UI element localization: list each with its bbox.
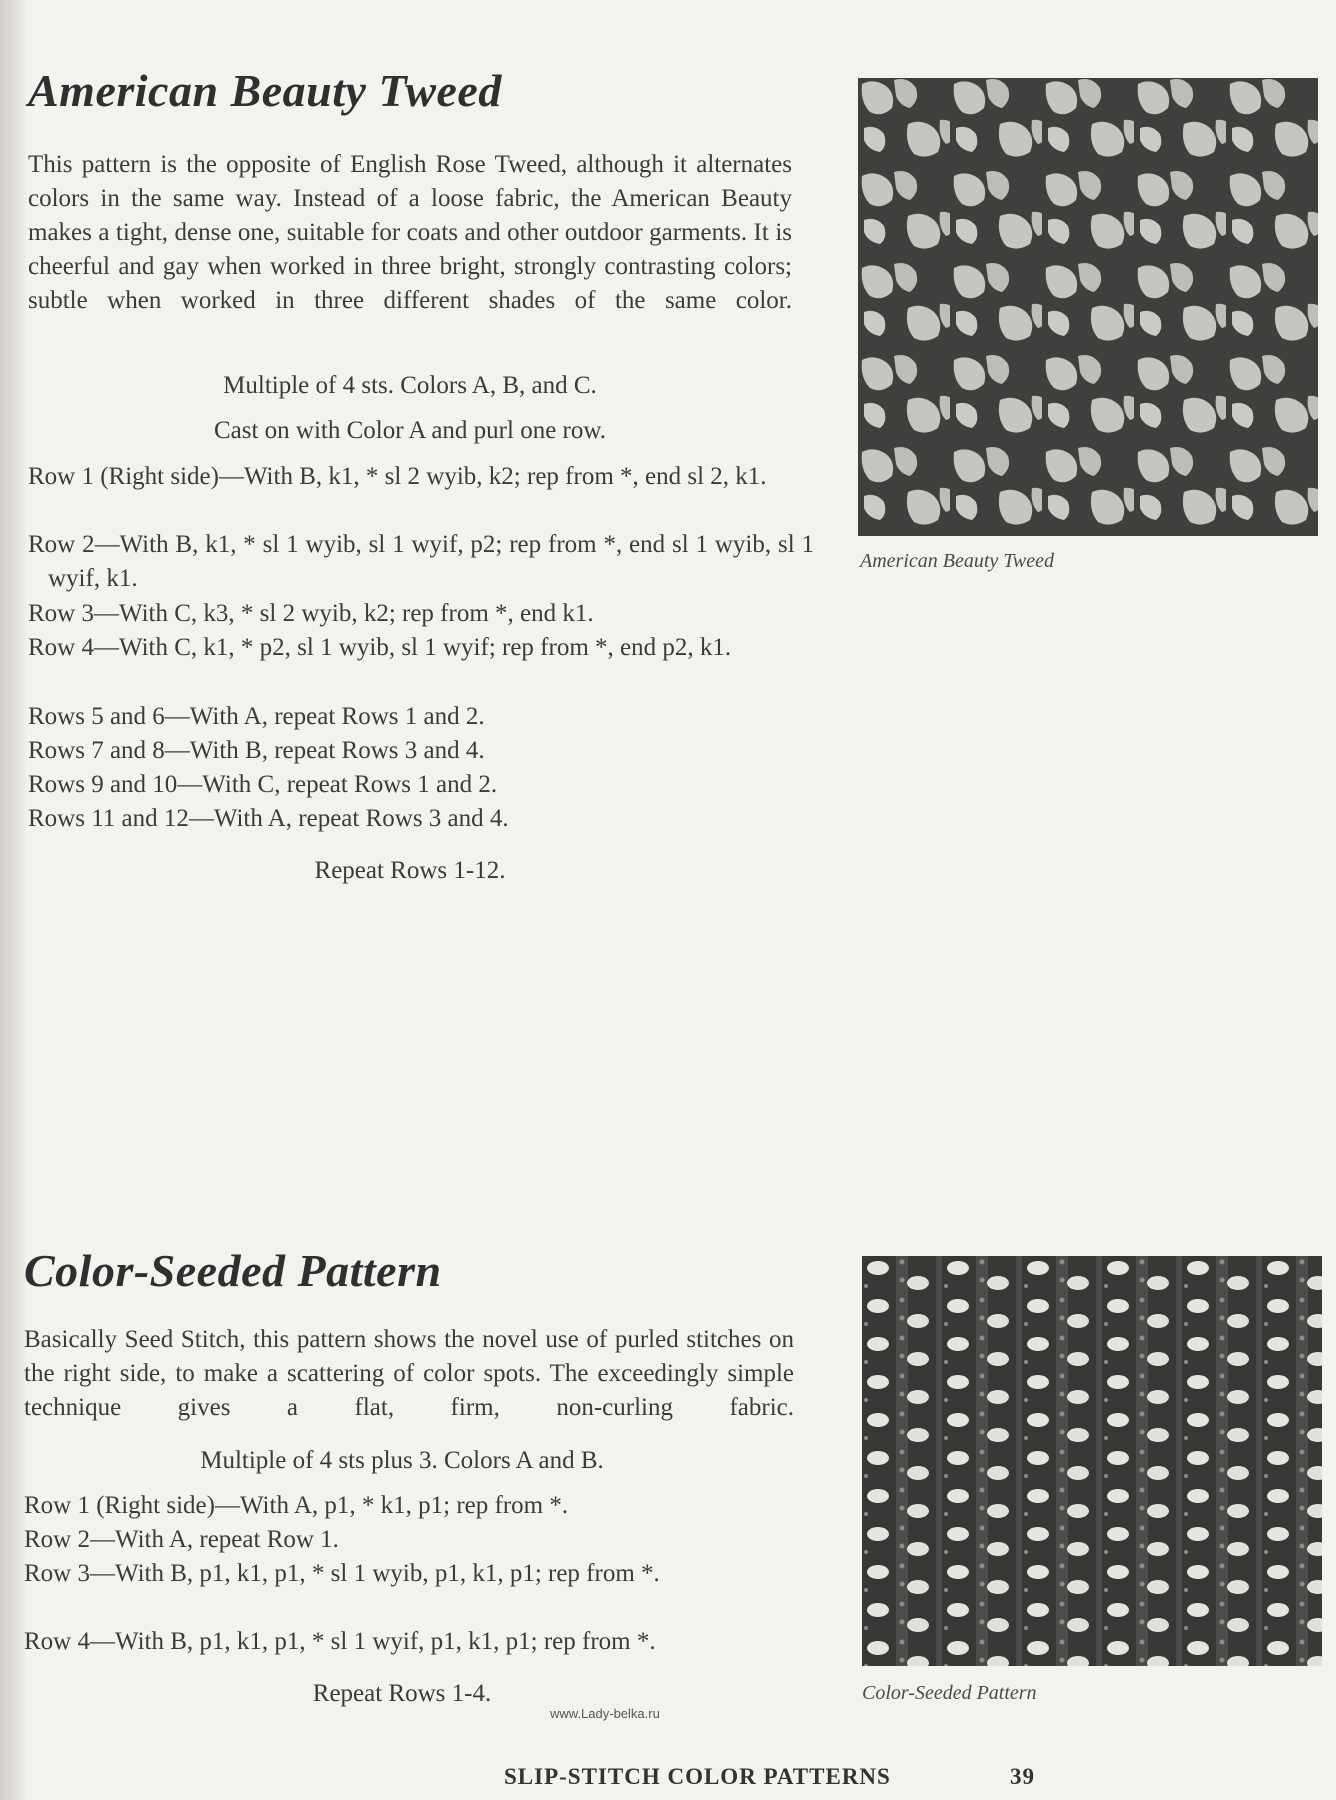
section-intro-color-seeded-pattern: Basically Seed Stitch, this pattern shows the novel use of purled stitches on the right side, to make a scattering of color spots. The exceedingly simple technique gives a flat, firm, non-curling fabric. bbox=[24, 1326, 794, 1421]
repeat-instruction: Repeat Rows 1-12. bbox=[314, 857, 506, 884]
swatch-photo-american-beauty-tweed bbox=[858, 78, 1318, 536]
swatch-photo-color-seeded-pattern bbox=[862, 1256, 1322, 1666]
watermark-url: www.Lady-belka.ru bbox=[550, 1706, 660, 1721]
row-instruction: Rows 9 and 10—With C, repeat Rows 1 and 2. bbox=[28, 771, 498, 798]
pattern-multiple: Multiple of 4 sts plus 3. Colors A and B. bbox=[200, 1447, 604, 1474]
page-number: 39 bbox=[1010, 1764, 1035, 1789]
pattern-multiple: Multiple of 4 sts. Colors A, B, and C. bbox=[223, 372, 597, 399]
section-title-american-beauty-tweed: American Beauty Tweed bbox=[28, 65, 502, 116]
row-instruction: Row 3—With C, k3, * sl 2 wyib, k2; rep from *, end k1. bbox=[28, 600, 594, 627]
row-instruction: Row 3—With B, p1, k1, p1, * sl 1 wyib, p1, k1, p1; rep from *. bbox=[24, 1560, 660, 1587]
row-instruction: Row 1 (Right side)—With B, k1, * sl 2 wyib, k2; rep from *, end sl 2, k1. bbox=[28, 463, 767, 490]
row-instruction: Rows 7 and 8—With B, repeat Rows 3 and 4. bbox=[28, 737, 485, 764]
page-edge-shadow bbox=[0, 0, 26, 1800]
repeat-instruction: Repeat Rows 1-4. bbox=[312, 1680, 492, 1707]
row-instruction: Row 2—With A, repeat Row 1. bbox=[24, 1526, 339, 1553]
swatch-caption-color-seeded-pattern: Color-Seeded Pattern bbox=[862, 1682, 1037, 1704]
row-instruction: Row 2—With B, k1, * sl 1 wyib, sl 1 wyif, p2; rep from *, end sl 1 wyib, sl 1 wyif, k1. bbox=[28, 531, 814, 592]
swatch-caption-american-beauty-tweed: American Beauty Tweed bbox=[860, 550, 1055, 572]
row-instruction: Rows 5 and 6—With A, repeat Rows 1 and 2. bbox=[28, 703, 485, 730]
section-intro-american-beauty-tweed: This pattern is the opposite of English Rose Tweed, although it alternates colors in the same way. Instead of a loose fabric, the American Beauty makes a tight, dense one, suitable for coats and other outdoor garments. It is cheerful and gay when worked in three bright, strongly contrasting colors; subtle when worked in three different shades of the same color. bbox=[28, 151, 792, 314]
running-footer-chapter: SLIP-STITCH COLOR PATTERNS bbox=[504, 1764, 891, 1789]
section-title-color-seeded-pattern: Color-Seeded Pattern bbox=[24, 1245, 442, 1296]
row-instruction: Row 1 (Right side)—With A, p1, * k1, p1; rep from *. bbox=[24, 1492, 569, 1519]
cast-on-instruction: Cast on with Color A and purl one row. bbox=[213, 417, 607, 444]
row-instruction: Row 4—With B, p1, k1, p1, * sl 1 wyif, p1, k1, p1; rep from *. bbox=[24, 1628, 656, 1655]
row-instruction: Row 4—With C, k1, * p2, sl 1 wyib, sl 1 wyif; rep from *, end p2, k1. bbox=[28, 634, 732, 661]
row-instruction: Rows 11 and 12—With A, repeat Rows 3 and 4. bbox=[28, 805, 509, 832]
